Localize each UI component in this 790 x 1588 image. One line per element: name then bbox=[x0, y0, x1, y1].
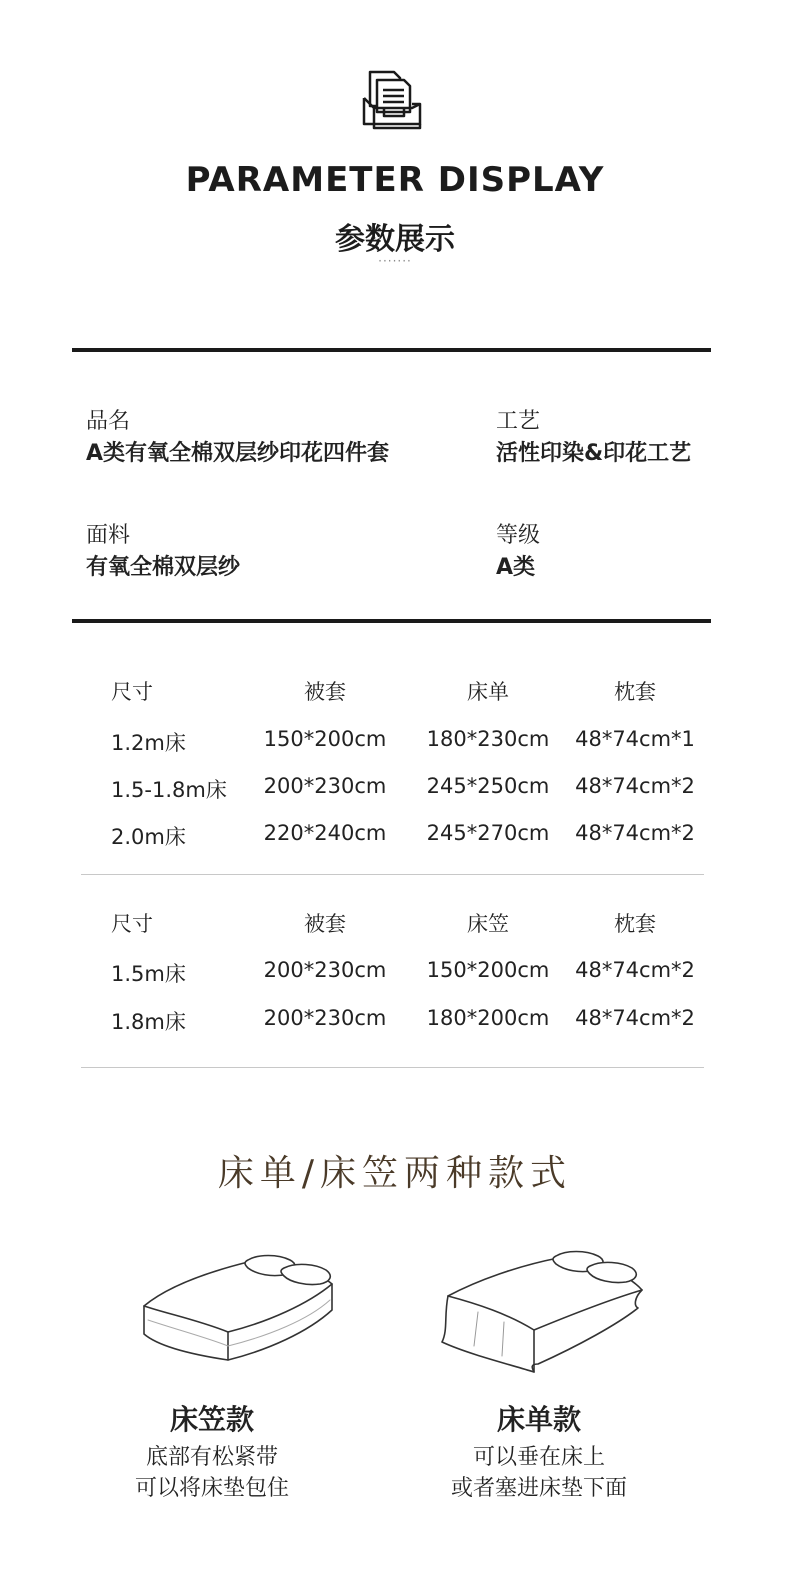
table-cell: 1.8m床 bbox=[111, 1010, 186, 1034]
param-value-grade: A类 bbox=[496, 555, 536, 580]
table-cell: 48*74cm*2 bbox=[575, 1006, 695, 1030]
table-row bbox=[81, 821, 704, 851]
table-cell: 48*74cm*2 bbox=[575, 958, 695, 982]
fitted-sheet-bed-icon bbox=[138, 1250, 338, 1370]
table-cell: 1.2m床 bbox=[111, 731, 186, 755]
flat-sheet-desc-2: 或者塞进床垫下面 bbox=[450, 1476, 627, 1501]
table-cell: 200*230cm bbox=[263, 774, 387, 798]
table-cell: 48*74cm*2 bbox=[575, 774, 695, 798]
table-header-cell: 尺寸 bbox=[111, 680, 153, 704]
document-box-icon bbox=[360, 68, 424, 132]
fitted-sheet-desc-1: 底部有松紧带 bbox=[145, 1445, 278, 1470]
table-cell: 1.5m床 bbox=[111, 962, 186, 986]
param-label-craft: 工艺 bbox=[496, 409, 541, 434]
param-value-fabric: 有氧全棉双层纱 bbox=[86, 555, 241, 580]
table-cell: 48*74cm*2 bbox=[575, 821, 695, 845]
table-cell: 180*200cm bbox=[426, 1006, 550, 1030]
table-cell: 2.0m床 bbox=[111, 825, 186, 849]
page-title-en: PARAMETER DISPLAY bbox=[185, 160, 605, 200]
table-header-cell: 枕套 bbox=[614, 912, 656, 936]
table-header-cell: 枕套 bbox=[614, 680, 656, 704]
table-row bbox=[81, 774, 704, 804]
param-value-name: A类有氧全棉双层纱印花四件套 bbox=[86, 441, 390, 466]
flat-sheet-bed-icon bbox=[438, 1250, 648, 1374]
param-label-name: 品名 bbox=[86, 409, 131, 434]
table-cell: 150*200cm bbox=[263, 727, 387, 751]
table-header-cell: 尺寸 bbox=[111, 912, 153, 936]
styles-title: 床单/床笠两种款式 bbox=[217, 1153, 573, 1194]
table-header-row bbox=[81, 676, 704, 706]
table-cell: 150*200cm bbox=[426, 958, 550, 982]
divider-top bbox=[72, 348, 711, 352]
flat-sheet-desc-1: 可以垂在床上 bbox=[472, 1445, 605, 1470]
table-row bbox=[81, 1006, 704, 1036]
table-header-cell: 床单 bbox=[467, 680, 509, 704]
table-header-cell: 床笠 bbox=[467, 912, 509, 936]
table-cell: 200*230cm bbox=[263, 958, 387, 982]
table-header-cell: 被套 bbox=[304, 680, 346, 704]
table-cell: 180*230cm bbox=[426, 727, 550, 751]
table-cell: 200*230cm bbox=[263, 1006, 387, 1030]
table-row bbox=[81, 958, 704, 988]
divider-bottom bbox=[72, 619, 711, 623]
param-label-fabric: 面料 bbox=[86, 523, 131, 548]
table-cell: 1.5-1.8m床 bbox=[111, 778, 227, 802]
table-cell: 245*250cm bbox=[426, 774, 550, 798]
flat-sheet-caption bbox=[409, 1398, 669, 1504]
table-header-row bbox=[81, 908, 704, 938]
table-divider bbox=[81, 874, 704, 875]
fitted-sheet-name: 床笠款 bbox=[169, 1403, 254, 1436]
param-value-craft: 活性印染&印花工艺 bbox=[496, 441, 692, 466]
table-row bbox=[81, 727, 704, 757]
page-title-cn: 参数展示 bbox=[335, 222, 455, 257]
table-cell: 245*270cm bbox=[426, 821, 550, 845]
fitted-sheet-desc-2: 可以将床垫包住 bbox=[134, 1476, 289, 1501]
param-label-grade: 等级 bbox=[496, 523, 541, 548]
table-divider bbox=[81, 1067, 704, 1068]
fitted-sheet-caption bbox=[82, 1398, 342, 1504]
table-header-cell: 被套 bbox=[304, 912, 346, 936]
table-cell: 48*74cm*1 bbox=[575, 727, 695, 751]
table-cell: 220*240cm bbox=[263, 821, 387, 845]
title-dots: ······· bbox=[378, 254, 412, 268]
flat-sheet-name: 床单款 bbox=[496, 1403, 581, 1436]
